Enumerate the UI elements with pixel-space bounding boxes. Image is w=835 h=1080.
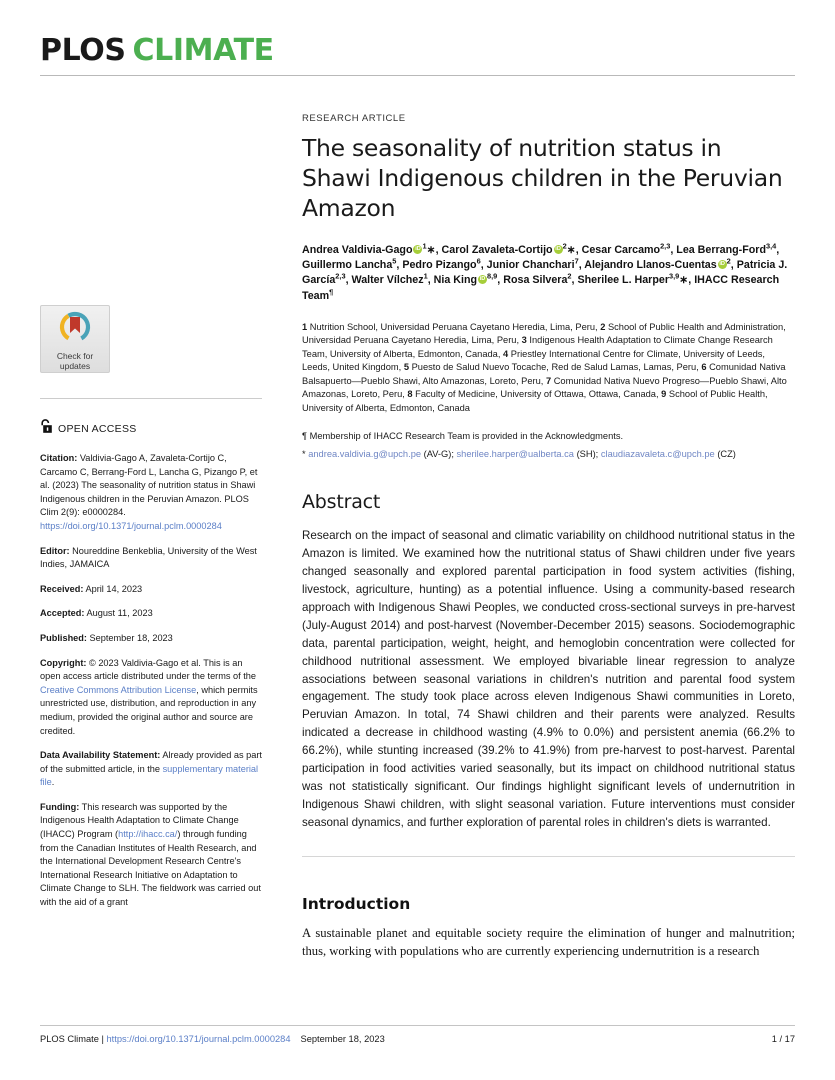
- footer-journal: PLOS Climate: [40, 1034, 99, 1044]
- introduction-heading: Introduction: [302, 894, 411, 913]
- footer-separator: |: [98, 1034, 107, 1044]
- author-name[interactable]: Cesar Carcamo: [581, 244, 661, 256]
- author-affiliation-ref[interactable]: 1: [422, 241, 427, 251]
- affiliation-text: School of Public Health, University of Alberta, Edmonton, Canada: [302, 389, 768, 413]
- author-name[interactable]: Sherilee L. Harper: [577, 274, 669, 287]
- masthead: [40, 0, 795, 84]
- published-block: [40, 632, 262, 646]
- author-name[interactable]: Rosa Silvera: [503, 274, 568, 287]
- footer-row: [40, 1034, 795, 1044]
- crossmark-badge[interactable]: [40, 305, 110, 373]
- author-affiliation-ref[interactable]: 6: [476, 256, 481, 266]
- open-lock-icon: [40, 419, 53, 439]
- body-columns: [40, 113, 795, 961]
- author-affiliation-ref[interactable]: 2,3: [335, 271, 346, 281]
- orcid-icon[interactable]: [413, 245, 422, 254]
- author-name[interactable]: Nia King: [433, 274, 478, 287]
- corresponding-author-marker: ∗: [679, 274, 689, 287]
- open-access-badge[interactable]: [40, 419, 262, 439]
- copyright-label: Copyright:: [40, 657, 87, 668]
- accepted-block: [40, 607, 262, 621]
- data-availability-text-after: .: [51, 777, 55, 788]
- corresponding-initials-1: (AV-G);: [423, 449, 454, 460]
- author-name[interactable]: Carol Zavaleta-Cortijo: [441, 244, 553, 256]
- author-affiliation-ref[interactable]: 3,9: [668, 271, 680, 281]
- received-date: April 14, 2023: [83, 583, 143, 594]
- corresponding-email-3[interactable]: claudiazavaleta.c@upch.pe: [600, 449, 715, 460]
- copyright-text-after: , which permits unrestricted use, distribution, and reproduction in any medium, provided the original author and source are credited.: [40, 684, 258, 736]
- author-affiliation-ref[interactable]: 8,9: [487, 271, 498, 281]
- article-type-kicker: RESEARCH ARTICLE: [302, 113, 406, 124]
- footer-doi-link[interactable]: https://doi.org/10.1371/journal.pclm.0000284: [106, 1034, 291, 1044]
- author-name[interactable]: Andrea Valdivia-Gago: [302, 244, 413, 256]
- crossmark-label-line1: Check for: [56, 351, 94, 361]
- accepted-label: Accepted:: [40, 608, 85, 619]
- affiliation-text: Nutrition School, Universidad Peruana Cayetano Heredia, Lima, Peru,: [307, 321, 601, 332]
- corresponding-email-1[interactable]: andrea.valdivia.g@upch.pe: [308, 449, 422, 460]
- masthead-divider: [40, 75, 795, 76]
- sidebar-divider: [40, 398, 262, 399]
- crossmark-wrapper: [40, 305, 262, 373]
- footer-date: September 18, 2023: [300, 1034, 385, 1044]
- author-affiliation-ref[interactable]: 1: [423, 271, 428, 281]
- data-availability-block: [40, 749, 262, 790]
- published-label: Published:: [40, 632, 87, 643]
- funding-block: [40, 801, 262, 910]
- author-affiliation-ref[interactable]: 5: [392, 256, 397, 266]
- abstract-heading: Abstract: [302, 491, 381, 514]
- page-title: The seasonality of nutrition status in Shawi Indigenous children in the Peruvian Amazon: [302, 134, 783, 222]
- editor-block: [40, 545, 262, 572]
- author-affiliation-ref[interactable]: 2: [562, 241, 567, 251]
- crossmark-label-line2: updates: [59, 361, 91, 371]
- published-date: September 18, 2023: [86, 632, 173, 643]
- orcid-icon[interactable]: [554, 245, 563, 254]
- affiliation-number: 3: [521, 335, 527, 346]
- affiliation-text: Puesto de Salud Nuevo Tocache, Red de Salud Lamas, Lamas, Peru,: [408, 362, 702, 373]
- corresponding-initials-2: (SH);: [576, 449, 599, 460]
- author-list: Andrea Valdivia-Gago iD $^1$∗, Carol Zavaleta-Cortijo iD $^2$∗, Cesar Carcamo$^{2,3}$, Lea Berrang-Ford$^{3,4}$, Guillermo Lancha$^5$, Pedro Pizango$^6$, Junior Chanchari$^7$, Alejandro Llanos-Cuentas iD $^2$, Patricia J. García$^{2,3}$, Walter Vílchez$^1$, Nia King iD $^{8,9}$, Rosa Silvera$^2$, Sherilee L. Harper$^{3,9}$∗, IHACC Research Team¶: [302, 243, 795, 304]
- footer-page-number: 1 / 17: [771, 1034, 795, 1044]
- journal-logo-climate: CLIMATE: [132, 33, 274, 68]
- sidebar: [40, 113, 262, 961]
- corresponding-author-marker: ∗: [566, 244, 576, 256]
- author-affiliation-ref[interactable]: 2: [567, 271, 572, 281]
- affiliation-number: 5: [403, 362, 409, 373]
- author-name[interactable]: Lea Berrang-Ford: [676, 244, 766, 256]
- author-name[interactable]: Alejandro Llanos-Cuentas: [584, 259, 717, 272]
- orcid-icon[interactable]: [478, 275, 487, 284]
- abstract-body: Research on the impact of seasonal and climatic variability on childhood nutritional status in the Amazon is limited. We examined how the nutritional status of Shawi children under five years changed seasonally and explored parental participation in food system activities (fishing, livestock, agriculture, hunting) as a potential influence. Using a community-based research approach with Indigenous Shawi Peoples, we conducted cross-sectional surveys in pre-harvest (July-August 2014) and post-harvest (November-December 2015) seasons. Sociodemographic data, parental participation, weight, height, and hemoglobin concentration were collected for childhood nutritional assessment. We employed bivariable linear regression to analyze associations between seasonal variations in children's nutrition and parental food system engagement. The study took place across eleven Indigenous Shawi communities in Loreto, Peruvian Amazon. In total, 74 Shawi children and their parents were analyzed. Results indicated a decrease in childhood wasting (4.9% to 0.0%) and persistent anemia (66.2% to 66.2%), while stunting increased (39.2% to 41.9%) from pre-harvest to post-harvest. Parental participation in food activities varied seasonally, but its impact on childhood nutritional status was not statistically significant. Our findings highlight significant levels of undernutrition in Indigenous Shawi children, with slight seasonal variation. Future interventions must consider seasonal dynamics, and further exploration of parental roles in children's diets is warranted.: [302, 529, 795, 829]
- affiliation-list: [302, 321, 795, 416]
- copyright-text-before: © 2023 Valdivia-Gago et al. This is an open access article distributed under the terms of the: [40, 657, 257, 682]
- journal-logo[interactable]: [40, 33, 795, 68]
- open-access-label: OPEN ACCESS: [58, 423, 137, 435]
- affiliation-number: 8: [407, 389, 413, 400]
- crossmark-label: [57, 351, 93, 371]
- abstract-divider: [302, 856, 795, 857]
- corresponding-authors: [302, 447, 795, 461]
- author-affiliation-ref[interactable]: ¶: [329, 287, 334, 297]
- author-name[interactable]: Walter Vílchez: [351, 274, 424, 287]
- affiliation-number: 1: [302, 321, 308, 332]
- affiliation-number: 4: [503, 348, 509, 359]
- received-label: Received:: [40, 583, 84, 594]
- accepted-date: August 11, 2023: [84, 608, 153, 619]
- author-name[interactable]: IHACC Research Team: [302, 274, 780, 302]
- funding-text-after: ) through funding from the Canadian Institutes of Health Research, and the International Development Research Centre's International Research Initiative on Adaptation to Climate Change to SLH. The fieldwork was carried out with the aid of a grant: [40, 829, 261, 908]
- footer-left: [40, 1034, 385, 1044]
- author-affiliation-ref[interactable]: 2,3: [660, 241, 671, 251]
- citation-text: Valdivia-Gago A, Zavaleta-Cortijo C, Carcamo C, Berrang-Ford L, Lancha G, Pizango P, et al. (2023) The seasonality of nutrition status in Shawi Indigenous children in the Peruvian Amazon. PLOS Clim 2(9): e0000284.: [40, 453, 258, 518]
- funding-text-before: This research was supported by the Indigenous Health Adaptation to Climate Change (IHACC) Program (: [40, 801, 239, 840]
- author-affiliation-ref[interactable]: 7: [574, 256, 579, 266]
- ihacc-link[interactable]: http://ihacc.ca/: [118, 829, 178, 840]
- affiliation-number: 7: [545, 375, 552, 386]
- affiliation-number: 2: [600, 321, 606, 332]
- funding-label: Funding:: [40, 801, 80, 812]
- received-block: [40, 583, 262, 597]
- citation-block: [40, 452, 262, 534]
- author-name[interactable]: Pedro Pizango: [402, 259, 477, 272]
- footer-divider: [40, 1025, 795, 1026]
- editor-label: Editor:: [40, 545, 70, 556]
- membership-note: ¶ Membership of IHACC Research Team is provided in the Acknowledgments.: [302, 431, 624, 442]
- page-footer: [40, 1025, 795, 1044]
- affiliation-text: Priestley International Centre for Climate, University of Leeds, Leeds, United Kingdom,: [302, 348, 766, 373]
- editor-text: Noureddine Benkeblia, University of the West Indies, JAMAICA: [40, 545, 257, 570]
- affiliation-text: Comunidad Nativa Nuevo Progreso—Pueblo Shawi, Alto Amazonas, Loreto, Peru,: [302, 375, 787, 400]
- affiliation-text: Faculty of Medicine, University of Ottawa, Ottawa, Canada,: [412, 389, 662, 400]
- corresponding-email-2[interactable]: sherilee.harper@ualberta.ca: [456, 449, 574, 460]
- affiliation-text: School of Public Health and Administration, Universidad Peruana Cayetano Heredia, Lima, Peru,: [302, 321, 786, 346]
- corresponding-star: *: [302, 449, 306, 460]
- corresponding-author-marker: ∗: [426, 244, 436, 256]
- corresponding-initials-3: (CZ): [717, 449, 736, 460]
- data-availability-text-before: Already provided as part of the submitted article, in the: [40, 750, 262, 774]
- affiliation-text: Comunidad Nativa Balsapuerto—Pueblo Shawi, Alto Amazonas, Loreto, Peru,: [302, 362, 786, 386]
- affiliation-number: 9: [661, 389, 667, 400]
- supplementary-material-link[interactable]: supplementary material file: [40, 763, 259, 788]
- citation-label: Citation:: [40, 453, 78, 463]
- affiliation-text: Indigenous Health Adaptation to Climate Change Research Team, University of Alberta, Edmonton, Canada,: [302, 335, 773, 359]
- citation-doi-link[interactable]: https://doi.org/10.1371/journal.pclm.0000284: [40, 520, 222, 531]
- article-main: [262, 113, 795, 961]
- introduction-body: A sustainable planet and equitable society require the elimination of hunger and malnutrition; thus, working with populations who are currently experiencing undernutrition is a research: [302, 925, 795, 959]
- orcid-icon[interactable]: [718, 260, 727, 269]
- author-name[interactable]: Patricia J. García: [302, 259, 788, 287]
- author-name[interactable]: Junior Chanchari: [486, 259, 575, 272]
- author-affiliation-ref[interactable]: 2: [726, 256, 731, 266]
- copyright-block: [40, 657, 262, 739]
- data-availability-label: Data Availability Statement:: [40, 750, 161, 761]
- affiliation-number: 6: [701, 362, 707, 373]
- crossmark-bookmark-icon: [58, 310, 92, 349]
- author-name[interactable]: Guillermo Lancha: [302, 259, 393, 272]
- cc-license-link[interactable]: Creative Commons Attribution License: [40, 684, 197, 695]
- author-affiliation-ref[interactable]: 3,4: [765, 241, 777, 251]
- journal-logo-plos: PLOS: [40, 33, 126, 68]
